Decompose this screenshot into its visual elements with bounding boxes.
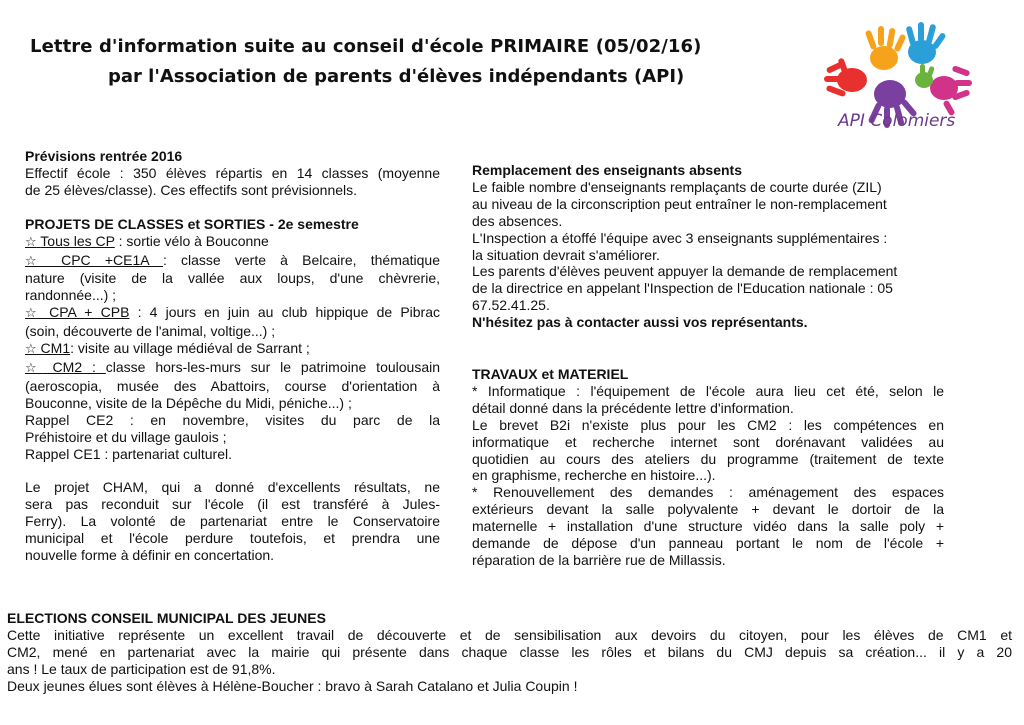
hand-pink: [930, 65, 972, 116]
remplacement-section: [472, 162, 907, 331]
page-subtitle: par l'Association de parents d'élèves indépendants (API): [108, 66, 685, 87]
previsions-heading: Prévisions rentrée 2016: [25, 148, 183, 164]
travaux-line: en graphisme, recherche en histoire...).: [472, 467, 716, 484]
travaux-section: [472, 366, 944, 569]
elections-heading: ELECTIONS CONSEIL MUNICIPAL DES JEUNES: [7, 610, 326, 626]
elections-section: [7, 610, 1012, 695]
project-class-label: ☆ Tous les CP: [25, 232, 115, 250]
remplacement-line: des absences.: [472, 212, 563, 229]
star-icon: ☆: [25, 306, 41, 322]
project-line: Rappel CE2 : en novembre, visites du parc de la: [25, 411, 440, 428]
remplacement-heading: Remplacement des enseignants absents: [472, 162, 742, 178]
remplacement-line: Les parents d'élèves peuvent appuyer la demande de remplacement: [472, 263, 898, 280]
travaux-line: demande de dépose d'un panneau portant le nom de l'école +: [472, 535, 944, 552]
travaux-line: * Informatique : l'équipement de l'école aura lieu cet été, selon le: [472, 382, 944, 399]
projets-heading: PROJETS DE CLASSES et SORTIES - 2e semestre: [25, 215, 359, 232]
project-line: (soin, découverte de l'animal, voltige...) ;: [25, 323, 276, 340]
previsions-line: Effectif école : 350 élèves répartis en 14 classes (moyenne: [25, 164, 440, 181]
project-item: ☆ CM1: visite au village médiéval de Sarrant ;: [25, 340, 310, 358]
remplacement-line: au niveau de la circonscription peut entraîner le non-remplacement: [472, 195, 887, 212]
star-icon: ☆: [25, 360, 43, 376]
left-column: [25, 148, 440, 564]
hand-orange: [865, 26, 907, 70]
cham-line: sera pas reconduit sur l'école (il est transféré à Jules-: [25, 496, 440, 513]
star-icon: ☆: [25, 234, 37, 250]
project-item: ☆ CM2 : classe hors-les-murs sur le patrimoine toulousain: [25, 358, 441, 376]
elections-line: Cette initiative représente un excellent travail de découverte et de sensibilisation aux devoirs du citoyen, pour les élèves de CM1 et: [7, 626, 1012, 643]
cham-line: Le projet CHAM, qui a donné d'excellents résultats, ne: [25, 479, 440, 496]
elections-line: ans ! Le taux de participation est de 91,8%.: [7, 660, 276, 677]
project-line: Préhistoire et du village gaulois ;: [25, 428, 227, 445]
remplacement-line: de la directrice en appelant l'Inspection de l'Education nationale : 05: [472, 280, 893, 297]
star-icon: ☆: [25, 342, 37, 358]
project-line: Rappel CE1 : partenariat culturel.: [25, 445, 232, 462]
project-class-label: ☆ CM1: [25, 340, 71, 358]
remplacement-line: 67.52.41.25.: [472, 297, 550, 314]
star-icon: ☆: [25, 253, 47, 269]
travaux-line: détail donné dans la précédente lettre d'information.: [472, 399, 794, 416]
remplacement-line: la situation devrait s'améliorer.: [472, 246, 660, 263]
cham-line: municipal et l'école perdure toutefois, et prendra une: [25, 530, 440, 547]
travaux-line: informatique et recherche internet sont dorénavant validées au: [472, 433, 944, 450]
project-line: nature (visite de la vallée aux loups, d'une chèvrerie,: [25, 270, 440, 287]
page-title: Lettre d'information suite au conseil d'école PRIMAIRE (05/02/16): [30, 36, 702, 57]
project-line: (aeroscopia, musée des Abattoirs, course d'orientation à: [25, 377, 440, 394]
previsions-line: de 25 élèves/classe). Ces effectifs sont prévisionnels.: [25, 181, 358, 198]
travaux-line: réparation de la barrière rue de Millassis.: [472, 551, 726, 568]
travaux-line: Le brevet B2i n'existe plus pour les CM2 : les compétences en: [472, 416, 944, 433]
project-class-label: ☆ CM2 :: [25, 358, 106, 376]
project-item: ☆ CPA + CPB : 4 jours en juin au club hippique de Pibrac: [25, 304, 441, 322]
project-line: randonnée...) ;: [25, 287, 117, 304]
travaux-line: extérieurs devant la salle polyvalente + devant le dortoir de la: [472, 501, 944, 518]
hand-blue: [906, 22, 947, 64]
project-item: ☆ CPC +CE1A : classe verte à Belcaire, thématique: [25, 251, 441, 269]
travaux-line: quotidien au cours des ateliers du programme (traitement de texte: [472, 450, 944, 467]
remplacement-callout: N'hésitez pas à contacter aussi vos représentants.: [472, 314, 808, 331]
travaux-line: maternelle + installation d'une structure vidéo dans la salle poly +: [472, 518, 944, 535]
cham-line: nouvelle forme à définir en concertation.: [25, 547, 275, 564]
travaux-line: * Renouvellement des demandes : aménagement des espaces: [472, 484, 944, 501]
elections-line: Deux jeunes élues sont élèves à Hélène-Boucher : bravo à Sarah Catalano et Julia Coupin !: [7, 677, 578, 694]
project-class-label: ☆ CPA + CPB: [25, 304, 130, 322]
logo-text: API Colomiers: [838, 111, 956, 131]
project-class-label: ☆ CPC +CE1A: [25, 251, 163, 269]
remplacement-line: Le faible nombre d'enseignants remplaçants de courte durée (ZIL): [472, 178, 882, 195]
elections-line: CM2, mené en partenariat avec la mairie qui présente dans chaque classe les rôles et bilans du CMJ depuis sa création... il y a 20: [7, 643, 1012, 660]
project-line: Bouconne, visite de la Dépêche du Midi, péniche...) ;: [25, 394, 352, 411]
cham-line: Ferry). La volonté de partenariat entre le Conservatoire: [25, 513, 440, 530]
travaux-heading: TRAVAUX et MATERIEL: [472, 366, 629, 382]
hand-red: [824, 57, 867, 97]
project-item: ☆ Tous les CP : sortie vélo à Bouconne: [25, 232, 269, 250]
remplacement-line: L'Inspection a étoffé l'équipe avec 3 enseignants supplémentaires :: [472, 229, 888, 246]
